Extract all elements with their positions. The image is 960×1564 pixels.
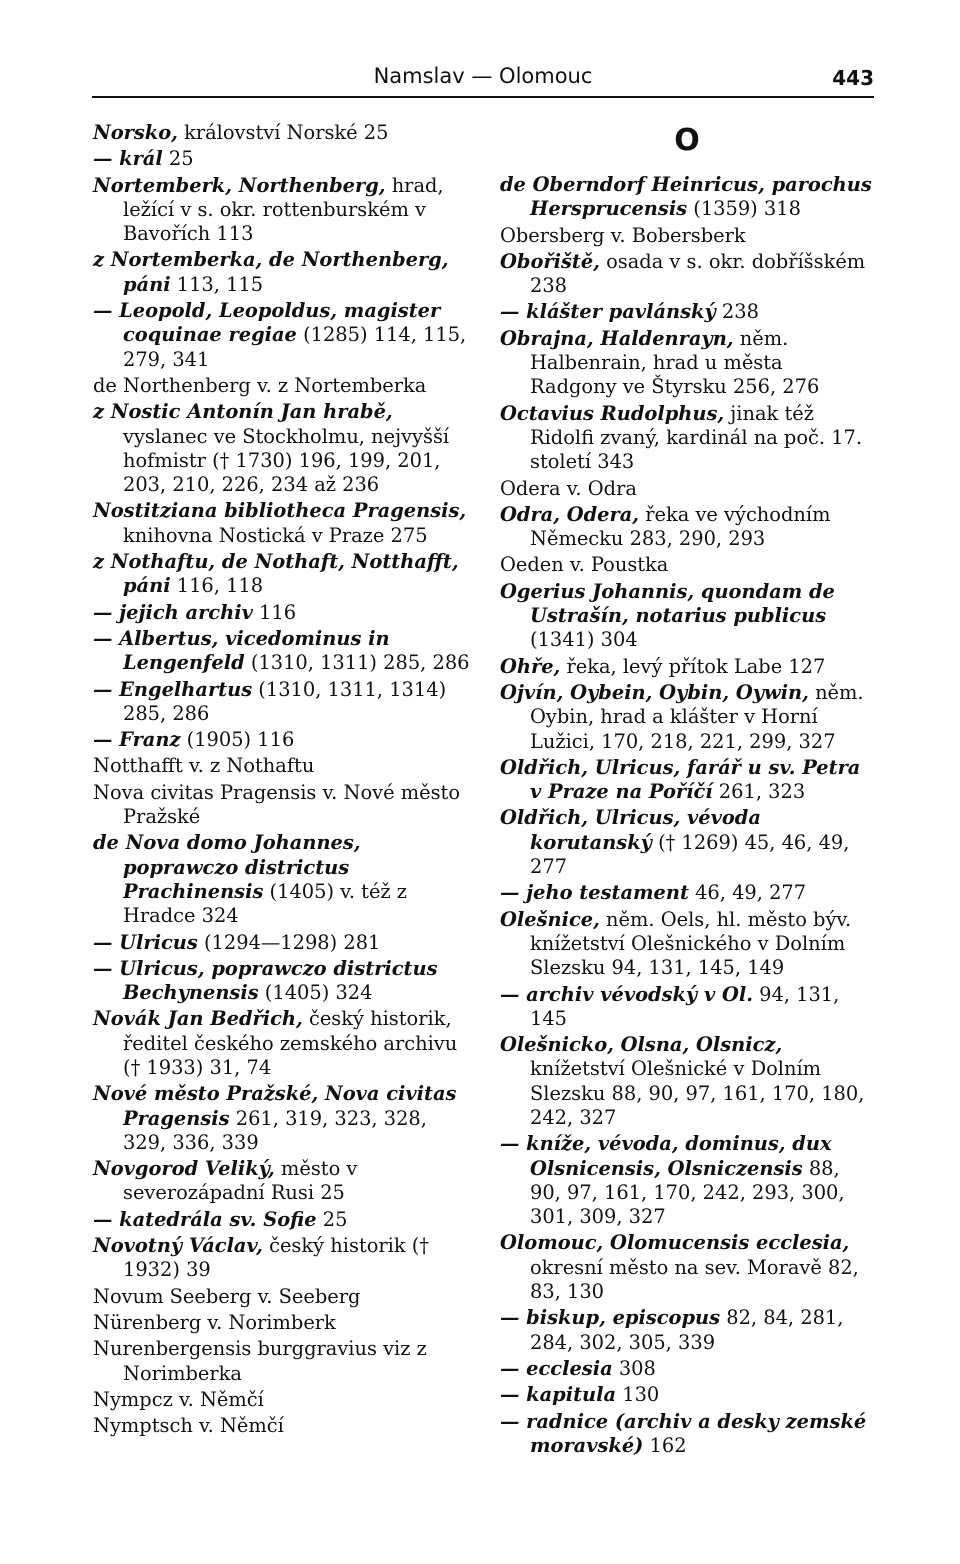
entry-text: 88, 90, 97, 161, 170, 242, 293, 300, 301, 309, 327 xyxy=(530,1156,845,1229)
entry-text: 82, 84, 281, 284, 302, 305, 339 xyxy=(530,1306,844,1354)
entry-text: (1310, 1311) 285, 286 xyxy=(244,651,470,675)
entry-headword: — král xyxy=(93,147,163,171)
entry-text: (1359) 318 xyxy=(687,197,801,221)
index-entry xyxy=(93,781,473,830)
entry-text: de Northenberg v. z Nortemberka xyxy=(93,373,427,397)
index-entry xyxy=(500,402,874,475)
index-entry xyxy=(93,374,473,398)
index-entry xyxy=(500,224,874,248)
page-number: 443 xyxy=(832,66,874,90)
entry-text: osada v s. okr. dobříšském 238 xyxy=(530,249,866,298)
index-entry xyxy=(93,1337,473,1386)
index-entry xyxy=(93,1208,473,1232)
index-entry xyxy=(500,681,874,754)
index-entry xyxy=(500,1410,874,1459)
index-entry xyxy=(93,121,473,145)
entry-text: Oeden v. Poustka xyxy=(500,553,669,577)
entry-headword: Nortemberk, Northenberg, xyxy=(93,173,386,197)
entry-text: (1405) 324 xyxy=(258,981,373,1005)
entry-text: 94, 131, 145 xyxy=(530,982,840,1030)
index-entry xyxy=(93,754,473,778)
entry-headword: de Oberndorf Heinricus, parochus Hersprucensis xyxy=(500,173,872,221)
index-entry xyxy=(93,957,473,1006)
entry-text: vyslanec ve Stockholmu, nejvyšší hofmistr († 1730) 196, 199, 201, 203, 210, 226, 234 až 236 xyxy=(123,424,450,497)
index-entry xyxy=(500,983,874,1032)
entry-text: Obersberg v. Bobersberk xyxy=(500,223,746,247)
entry-text: Nurenbergensis burggravius viz z Norimberka xyxy=(93,1337,427,1385)
index-entry xyxy=(93,1388,473,1412)
entry-headword: — katedrála sv. Sofie xyxy=(93,1207,317,1231)
index-entry xyxy=(93,1007,473,1080)
index-entry xyxy=(500,756,874,805)
index-entry xyxy=(500,553,874,577)
entry-headword: — Albertus, vicedominus in Lengenfeld xyxy=(93,626,390,675)
index-entry xyxy=(500,806,874,879)
entry-text: řeka ve východním Německu 283, 290, 293 xyxy=(530,502,831,551)
entry-text: řeka, levý přítok Labe 127 xyxy=(560,654,826,678)
entry-text: (1285) 114, 115, 279, 341 xyxy=(123,323,467,371)
index-entry xyxy=(500,300,874,324)
entry-text: 113, 115 xyxy=(170,272,264,296)
entry-headword: — biskup, episcopus xyxy=(500,1306,721,1330)
page-header xyxy=(92,62,874,98)
entry-headword: — Leopold, Leopoldus, magister coquinae regiae xyxy=(93,299,441,347)
index-entry xyxy=(93,400,473,497)
entry-text: Nympcz v. Němčí xyxy=(93,1387,264,1411)
entry-text: (1310, 1311, 1314) 285, 286 xyxy=(123,677,447,725)
entry-text: Nymptsch v. Němčí xyxy=(93,1414,284,1438)
entry-text: 25 xyxy=(316,1207,348,1231)
entry-headword: — kníže, vévoda, dominus, dux Olsnicensis, Olsniczensis xyxy=(500,1132,832,1180)
index-entry xyxy=(93,550,473,599)
entry-text: český historik († 1932) 39 xyxy=(123,1234,430,1282)
index-entry xyxy=(500,881,874,905)
entry-headword: Ojvín, Oybein, Oybin, Oywin, xyxy=(500,680,809,704)
entry-headword: — jejich archiv xyxy=(93,600,253,624)
index-entry xyxy=(500,477,874,501)
entry-headword: Oldřich, Ulricus, farář u sv. Petra v Praze na Poříčí xyxy=(500,755,861,804)
entry-text: království Norské 25 xyxy=(177,121,389,144)
entry-text: knihovna Nostická v Praze 275 xyxy=(123,523,428,547)
index-entry xyxy=(500,908,874,981)
entry-text: († 1269) 45, 46, 49, 277 xyxy=(530,830,850,879)
entry-text: okresní město na sev. Moravě 82, 83, 130 xyxy=(530,1255,859,1304)
entry-headword: Olešnice, xyxy=(500,907,600,931)
entry-headword: Obořiště, xyxy=(500,249,600,273)
index-entry xyxy=(93,1082,473,1155)
entry-text: jinak též Ridolfi zvaný, kardinál na poč. 17. století 343 xyxy=(530,401,863,474)
entry-headword: — jeho testament xyxy=(500,881,689,905)
entry-headword: — ecclesia xyxy=(500,1356,613,1380)
index-entry xyxy=(93,601,473,625)
entry-text: Novum Seeberg v. Seeberg xyxy=(93,1284,361,1308)
entry-text: (1905) 116 xyxy=(180,728,295,752)
running-title: Namslav — Olomouc xyxy=(373,64,593,88)
entry-headword: de Nova domo Johannes, poprawczo districtus Prachinensis xyxy=(93,831,361,903)
entry-headword: — archiv vévodský v Ol. xyxy=(500,982,753,1006)
entry-headword: Norsko, xyxy=(93,121,178,144)
right-index-column xyxy=(500,121,874,1460)
index-entry xyxy=(500,655,874,679)
entry-text: český historik, ředitel českého zemského archivu († 1933) 31, 74 xyxy=(123,1007,458,1079)
entry-text: 116, 118 xyxy=(170,574,264,598)
index-entry xyxy=(500,173,874,222)
entry-headword: Octavius Rudolphus, xyxy=(500,401,725,425)
entry-text: něm. Halbenrain, hrad u města Radgony ve Štyrsku 256, 276 xyxy=(530,326,820,399)
index-entry xyxy=(500,327,874,400)
entry-headword: — Ulricus xyxy=(93,930,198,954)
entry-text: město v severozápadní Rusi 25 xyxy=(123,1157,358,1205)
index-entry xyxy=(93,831,473,928)
index-entry xyxy=(500,1306,874,1355)
index-entry xyxy=(93,174,473,247)
section-letter: O xyxy=(674,123,700,158)
index-entry xyxy=(93,248,473,297)
index-entry xyxy=(500,1357,874,1381)
index-entry xyxy=(500,1033,874,1130)
entry-text: něm. Oels, hl. město býv. knížetství Olešnického v Dolním Slezsku 94, 131, 145, 149 xyxy=(530,907,852,980)
entry-headword: Ohře, xyxy=(500,654,561,678)
entry-text: Notthafft v. z Nothaftu xyxy=(93,754,315,778)
entry-headword: z Nothaftu, de Nothaft, Notthafft, páni xyxy=(93,550,459,598)
index-entry xyxy=(93,1157,473,1206)
entry-headword: z Nortemberka, de Northenberg, páni xyxy=(93,248,449,296)
entry-headword: Nostitziana bibliotheca Pragensis, xyxy=(93,499,467,523)
entry-headword: — kapitula xyxy=(500,1383,617,1407)
entry-headword: Novotný Václav, xyxy=(93,1234,263,1258)
entry-headword: — radnice (archiv a desky zemské moravské) xyxy=(500,1409,867,1457)
index-entry xyxy=(93,499,473,548)
entry-text: 130 xyxy=(616,1383,660,1407)
entry-text: hrad, ležící v s. okr. rottenburském v Bavořích 113 xyxy=(123,173,444,246)
entry-text: 238 xyxy=(715,300,759,324)
entry-headword: — klášter pavlánský xyxy=(500,300,716,324)
entry-text: něm. Oybin, hrad a klášter v Horní Lužici, 170, 218, 221, 299, 327 xyxy=(530,680,864,753)
entry-text: knížetství Olešnické v Dolním Slezsku 88, 90, 97, 161, 170, 180, 242, 327 xyxy=(530,1057,865,1129)
entry-text: 261, 319, 323, 328, 329, 336, 339 xyxy=(123,1106,427,1154)
left-index-column xyxy=(93,121,473,1440)
entry-headword: z Nostic Antonín Jan hrabě, xyxy=(93,400,393,424)
entry-text: 46, 49, 277 xyxy=(688,881,807,905)
index-entry xyxy=(500,250,874,299)
entry-headword: — Ulricus, poprawczo districtus Bechynensis xyxy=(93,956,438,1005)
entry-headword: Olomouc, Olomucensis ecclesia, xyxy=(500,1231,850,1255)
index-entry xyxy=(93,1414,473,1438)
index-entry xyxy=(500,580,874,653)
entry-text: Nova civitas Pragensis v. Nové město Pražské xyxy=(93,780,461,829)
index-entry xyxy=(500,1132,874,1229)
entry-text: 162 xyxy=(643,1433,687,1457)
entry-text: 116 xyxy=(252,600,297,624)
entry-headword: Olešnicko, Olsna, Olsnicz, xyxy=(500,1033,783,1057)
entry-headword: Oldřich, Ulricus, vévoda korutanský xyxy=(500,806,761,854)
entry-text: (1405) v. též z Hradce 324 xyxy=(123,879,408,928)
entry-text: 308 xyxy=(612,1356,656,1380)
index-entry xyxy=(500,1383,874,1407)
right-entries xyxy=(500,173,874,1458)
index-entry xyxy=(93,1311,473,1335)
index-entry xyxy=(500,503,874,552)
entry-headword: — Franz xyxy=(93,728,181,752)
entry-headword: — Engelhartus xyxy=(93,677,253,701)
index-entry xyxy=(93,1234,473,1283)
entry-headword: Novák Jan Bedřich, xyxy=(93,1007,303,1031)
entry-text: Nürenberg v. Norimberk xyxy=(93,1310,336,1334)
entry-text: 25 xyxy=(162,147,194,171)
index-entry xyxy=(93,728,473,752)
entry-headword: Novgorod Veliký, xyxy=(93,1157,275,1181)
entry-text: Odera v. Odra xyxy=(500,476,637,500)
index-entry xyxy=(93,1285,473,1309)
entry-text: 261, 323 xyxy=(712,780,806,804)
entry-headword: Odra, Odera, xyxy=(500,502,640,526)
index-entry xyxy=(93,147,473,171)
entry-text: (1294—1298) 281 xyxy=(197,930,381,954)
entry-headword: Ogerius Johannis, quondam de Ustrašín, notarius publicus xyxy=(500,579,835,628)
index-entry xyxy=(500,1231,874,1304)
index-entry xyxy=(93,627,473,676)
index-entry xyxy=(93,299,473,372)
entry-text: (1341) 304 xyxy=(530,628,638,652)
index-entry xyxy=(93,931,473,955)
entry-headword: Obrajna, Haldenrayn, xyxy=(500,326,734,350)
index-entry xyxy=(93,678,473,727)
entry-headword: Nové město Pražské, Nova civitas Pragensis xyxy=(93,1082,457,1130)
